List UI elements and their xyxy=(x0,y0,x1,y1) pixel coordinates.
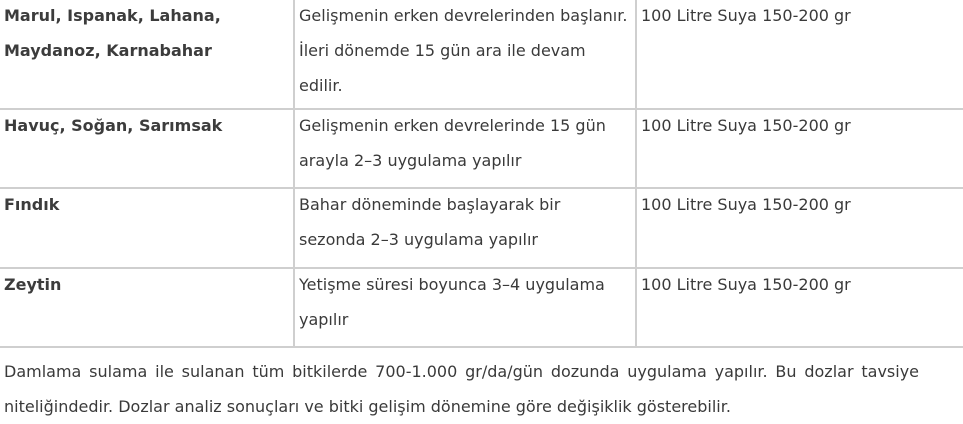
dose-text: 100 Litre Suya 150-200 gr xyxy=(641,116,851,135)
application-text: Gelişmenin erken devrelerinden başlanır. İleri dönemde 15 gün ara ile devam edilir. xyxy=(299,6,628,95)
plant-name: Marul, Ispanak, Lahana, Maydanoz, Karnabahar xyxy=(4,6,221,60)
application-cell xyxy=(294,109,636,188)
plant-cell xyxy=(0,0,294,109)
plant-cell xyxy=(0,188,294,268)
application-text: Bahar döneminde başlayarak bir sezonda 2–3 uygulama yapılır xyxy=(299,195,561,249)
plant-name: Fındık xyxy=(4,195,60,214)
table-row xyxy=(0,268,963,347)
application-cell xyxy=(294,268,636,347)
application-text: Gelişmenin erken devrelerinde 15 gün arayla 2–3 uygulama yapılır xyxy=(299,116,606,170)
dose-cell xyxy=(636,0,963,109)
dose-text: 100 Litre Suya 150-200 gr xyxy=(641,6,851,25)
dose-cell xyxy=(636,109,963,188)
dose-cell xyxy=(636,188,963,268)
table-row xyxy=(0,109,963,188)
plant-name: Zeytin xyxy=(4,275,62,294)
application-cell xyxy=(294,0,636,109)
table-row xyxy=(0,0,963,109)
table-row xyxy=(0,188,963,268)
plant-cell xyxy=(0,268,294,347)
dose-text: 100 Litre Suya 150-200 gr xyxy=(641,195,851,214)
application-text: Yetişme süresi boyunca 3–4 uygulama yapılır xyxy=(299,275,605,329)
plant-name: Havuç, Soğan, Sarımsak xyxy=(4,116,223,135)
dosage-note: Damlama sulama ile sulanan tüm bitkilerde 700-1.000 gr/da/gün dozunda uygulama yapılır. Bu dozlar tavsiye niteliğindedir. Dozlar analiz sonuçları ve bitki gelişim dönemine göre değişiklik gösterebilir. xyxy=(4,362,919,416)
dose-text: 100 Litre Suya 150-200 gr xyxy=(641,275,851,294)
dose-cell xyxy=(636,268,963,347)
plant-cell xyxy=(0,109,294,188)
application-cell xyxy=(294,188,636,268)
